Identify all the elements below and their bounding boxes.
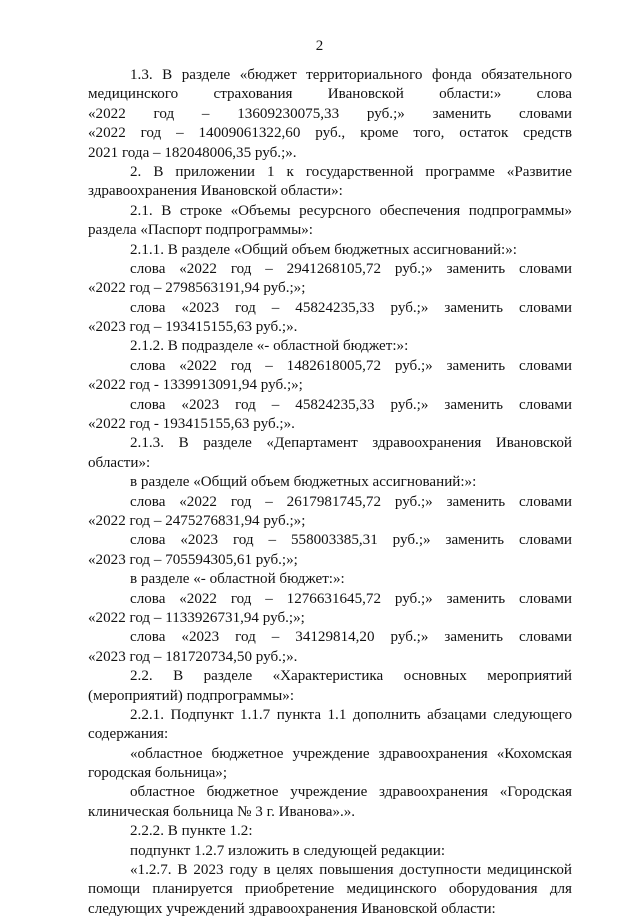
text-line: 2.1.1. В разделе «Общий объем бюджетных ассигнований:»:	[130, 241, 517, 258]
text-line: подпункт 1.2.7 изложить в следующей редакции:	[130, 842, 446, 859]
text-line: в разделе «Общий объем бюджетных ассигнований:»:	[130, 474, 477, 491]
text-line: «2022 год – 1133926731,94 руб.;»;	[88, 609, 305, 626]
text-line: раздела «Паспорт подпрограммы»:	[88, 222, 313, 239]
page-number: 2	[315, 38, 324, 54]
text-line: «2022 год - 1339913091,94 руб.;»;	[88, 377, 303, 394]
text-line: 2.2.2. В пункте 1.2:	[130, 823, 253, 840]
text-line: слова «2023 год – 558003385,31 руб.;» заменить словами	[130, 532, 572, 549]
text-line: «2023 год – 705594305,61 руб.;»;	[88, 551, 298, 568]
text-line: «2022 год – 2475276831,94 руб.;»;	[88, 512, 306, 529]
text-line: 2. В приложении 1 к государственной программе «Развитие	[130, 163, 572, 180]
text-line: «2022 год – 13609230075,33 руб.;» заменить словами	[88, 105, 572, 122]
text-line: содержания:	[88, 726, 169, 743]
text-line: слова «2023 год – 34129814,20 руб.;» заменить словами	[130, 629, 572, 646]
text-line: 2.1.2. В подразделе «- областной бюджет:»:	[130, 338, 409, 355]
text-line: «2023 год – 193415155,63 руб.;».	[88, 319, 298, 336]
text-line: слова «2022 год – 1482618005,72 руб.;» заменить словами	[130, 357, 572, 374]
text-line: помощи планируется приобретение медицинского оборудования для	[88, 881, 572, 898]
text-line: в разделе «- областной бюджет:»:	[130, 571, 345, 588]
text-line: слова «2022 год – 2617981745,72 руб.;» заменить словами	[130, 493, 572, 510]
text-line: 2.1.3. В разделе «Департамент здравоохранения Ивановской	[130, 435, 572, 452]
text-line: слова «2022 год – 2941268105,72 руб.;» заменить словами	[130, 260, 572, 277]
text-line: следующих учреждений здравоохранения Ивановской области:	[88, 900, 496, 917]
text-line: области»:	[88, 454, 151, 471]
text-line: (мероприятий) подпрограммы»:	[88, 687, 295, 704]
text-line: «2022 год - 193415155,63 руб.;».	[88, 416, 295, 433]
text-line: «областное бюджетное учреждение здравоохранения «Кохомская	[130, 745, 572, 762]
text-line: городская больница»;	[88, 765, 228, 782]
text-line: «2023 год – 181720734,50 руб.;».	[88, 648, 298, 665]
text-line: 2.2.1. Подпункт 1.1.7 пункта 1.1 дополнить абзацами следующего	[130, 706, 572, 723]
text-line: слова «2023 год – 45824235,33 руб.;» заменить словами	[130, 299, 572, 316]
text-line: областное бюджетное учреждение здравоохранения «Городская	[130, 784, 572, 801]
text-line: медицинского страхования Ивановской области:» слова	[88, 86, 572, 103]
text-line: 2.1. В строке «Объемы ресурсного обеспечения подпрограммы»	[130, 202, 572, 219]
text-line: 2021 года – 182048006,35 руб.;».	[88, 144, 297, 161]
text-line: «2022 год – 2798563191,94 руб.;»;	[88, 280, 306, 297]
text-line: 2.2. В разделе «Характеристика основных мероприятий	[130, 668, 572, 685]
text-line: слова «2022 год – 1276631645,72 руб.;» заменить словами	[130, 590, 572, 607]
text-line: 1.3. В разделе «бюджет территориального фонда обязательного	[130, 67, 572, 83]
text-line: «1.2.7. В 2023 году в целях повышения доступности медицинской	[130, 862, 572, 879]
text-line: «2022 год – 14009061322,60 руб., кроме того, остаток средств	[88, 125, 572, 142]
document-body	[88, 66, 572, 919]
text-line: слова «2023 год – 45824235,33 руб.;» заменить словами	[130, 396, 572, 413]
text-line: здравоохранения Ивановской области»:	[88, 183, 343, 200]
text-line: клиническая больница № 3 г. Иванова».».	[88, 803, 356, 820]
